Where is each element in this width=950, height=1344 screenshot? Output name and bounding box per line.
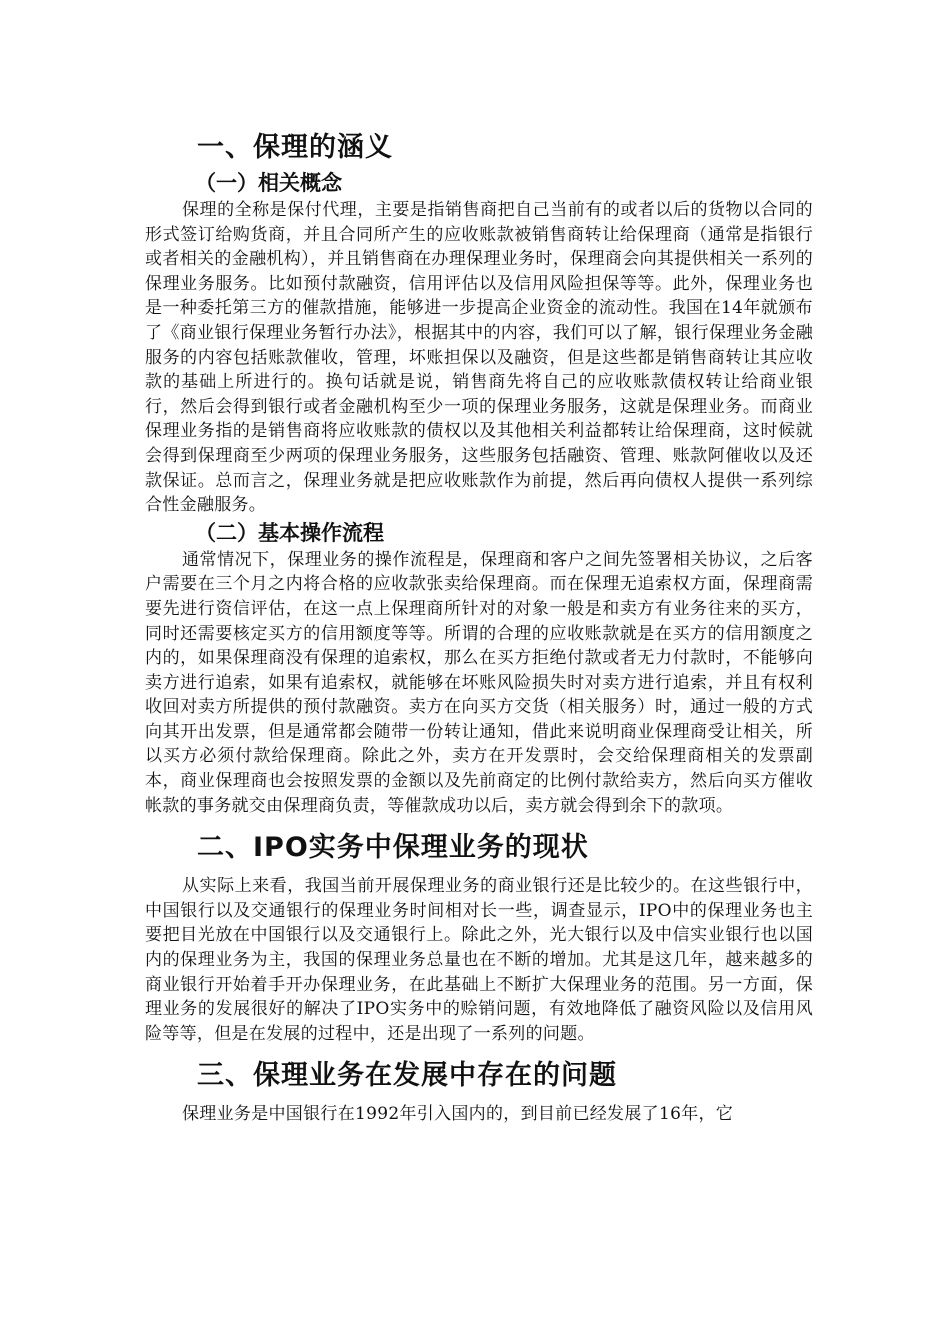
section-2-heading: 二、IPO实务中保理业务的现状: [197, 832, 589, 864]
section-1-2-body: 通常情况下，保理业务的操作流程是，保理商和客户之间先签署相关协议，之后客户需要在三个月之内将合格的应收款张卖给保理商。而在保理无追索权方面，保理商需要先进行资信评估，在这一点上保理商所针对的对象一般是和卖方有业务往来的买方，同时还需要核定买方的信用额度等等。所谓的合理的应收账款就是在买方的信用额度之内的，如果保理商没有保理的追索权，那么在买方拒绝付款或者无力付款时，不能够向卖方进行追索，如果有追索权，就能够在坏账风险损失时对卖方进行追索，并且有权利收回对卖方所提供的预付款融资。卖方在向买方交货（相关服务）时，通过一般的方式向其开出发票，但是通常都会随带一份转让通知，借此来说明商业保理商受让相关，所以买方必须付款给保理商。除此之外，卖方在开发票时，会交给保理商相关的发票副本，商业保理商也会按照发票的金额以及先前商定的比例付款给卖方，然后向买方催收帐款的事务就交由保理商负责，等催款成功以后，卖方就会得到余下的款项。: [145, 549, 813, 816]
spacer: [145, 1046, 813, 1056]
section-2-body: 从实际上来看，我国当前开展保理业务的商业银行还是比较少的。在这些银行中，中国银行以及交通银行的保理业务时间相对长一些，调查显示，IPO中的保理业务也主要把目光放在中国银行以及交通银行上。除此之外，光大银行以及中信实业银行也以国内的保理业务为主，我国的保理业务总量也在不断的增加。尤其是这几年，越来越多的商业银行开始着手开办保理业务，在此基础上不断扩大保理业务的范围。另一方面，保理业务的发展很好的解决了IPO实务中的赊销问题，有效地降低了融资风险以及信用风险等等，但是在发展的过程中，还是出现了一系列的问题。: [145, 876, 813, 1044]
section-1-2-heading: （二）基本操作流程: [195, 520, 384, 545]
spacer: [145, 818, 813, 828]
section-1-1-heading: （一）相关概念: [195, 171, 342, 195]
section-1-heading: 一、保理的涵义: [197, 132, 393, 163]
section-1-1-body: 保理的全称是保付代理，主要是指销售商把自己当前有的或者以后的货物以合同的形式签订给购货商，并且合同所产生的应收账款被销售商转让给保理商（通常是指银行或者相关的金融机构），并且销售商在办理保理业务时，保理商会向其提供相关一系列的保理业务服务。比如预付款融资，信用评估以及信用风险担保等等。此外，保理业务也是一种委托第三方的催款措施，能够进一步提高企业资金的流动性。我国在14年就颁布了《商业银行保理业务暂行办法》，根据其中的内容，我们可以了解，银行保理业务金融服务的内容包括账款催收，管理，坏账担保以及融资，但是这些都是销售商转让其应收款的基础上所进行的。换句话就是说，销售商先将自己的应收账款债权转让给商业银行，然后会得到银行或者金融机构至少一项的保理业务服务，这就是保理业务。而商业保理业务指的是销售商将应收账款的债权以及其他相关利益都转让给保理商，这时候就会得到保理商至少两项的保理业务服务，这些服务包括融资、管理、账款阿催收以及还款保证。总而言之，保理业务就是把应收账款作为前提，然后再向债权人提供一系列综合性金融服务。: [145, 200, 813, 516]
section-3-heading: 三、保理业务在发展中存在的问题: [197, 1060, 617, 1092]
section-3-body: 保理业务是中国银行在1992年引入国内的，到目前已经发展了16年，它: [182, 1104, 734, 1125]
document-page: [145, 128, 813, 1127]
